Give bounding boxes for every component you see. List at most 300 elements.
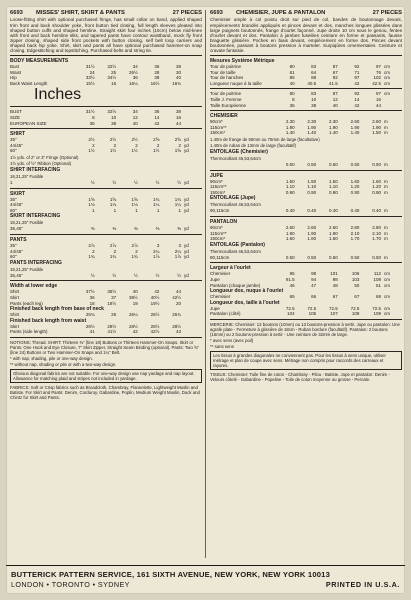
cell-value: ⅜ bbox=[90, 226, 95, 232]
cell-value: 16 bbox=[111, 80, 117, 86]
cell-value: 34½ bbox=[107, 75, 117, 81]
row-label: Shirt bbox=[10, 312, 20, 318]
cell-value: 1¼ bbox=[153, 202, 160, 208]
cell-value: 26 bbox=[111, 312, 117, 318]
cell-value: 1.40 bbox=[329, 130, 338, 136]
section-title: SKIRT INTERFACING bbox=[10, 213, 61, 220]
divider bbox=[10, 280, 202, 281]
cell-value: 26¾ bbox=[172, 312, 181, 318]
cell-value: 42 bbox=[354, 80, 360, 86]
section-subtitle: 18,21,25" Fusible bbox=[10, 220, 44, 226]
cell-value: 32½ bbox=[107, 64, 117, 70]
measure-table bbox=[210, 255, 402, 261]
tissus-text: TISSUS: Chemisier: Toile fine de coton - Chambray - Pilou - Batiste. Jupe et pantalon: Denim - Velours côtelé - Gabardine - Popeline - Toile de coton moyenne ou grosse - Percale. bbox=[210, 371, 390, 382]
cell-value: 37½ bbox=[85, 289, 95, 295]
table-row bbox=[210, 311, 402, 317]
cell-value: 1.90 bbox=[307, 230, 317, 236]
cell-value: 87 bbox=[332, 64, 338, 70]
row-label: 44/45" bbox=[10, 248, 23, 254]
cell-value: 1⅝ bbox=[88, 196, 95, 202]
nap-note-1: * with nap, shading, pile or one-way design. bbox=[10, 355, 93, 361]
cell-value: 10 bbox=[311, 97, 317, 103]
cell-value: 1⅞ bbox=[153, 254, 160, 260]
nap-note-1: * avec sens (avec poil) bbox=[210, 337, 254, 343]
cell-value: 0.90 bbox=[285, 189, 295, 195]
cell-value: 10 bbox=[111, 115, 117, 121]
section-title: BODY MEASUREMENTS bbox=[10, 58, 69, 65]
section-subtitle: 18,21,25" Fusible bbox=[10, 266, 44, 272]
row-unit: cm bbox=[384, 305, 390, 311]
ruban-note: 1.40m de ruban de 13mm de large (facultatif) bbox=[210, 143, 296, 148]
row-label: 150cm* bbox=[210, 236, 226, 242]
cell-value: 41.5 bbox=[329, 80, 338, 86]
cell-value: 36 bbox=[132, 75, 138, 81]
cell-value: 44 bbox=[375, 102, 381, 108]
row-label: 90cm* bbox=[210, 224, 223, 230]
cell-value: 92 bbox=[354, 91, 360, 97]
cell-value: 40 bbox=[175, 75, 181, 81]
cell-value: 1½ bbox=[109, 148, 117, 154]
row-unit: yd bbox=[184, 137, 189, 143]
row-unit: m bbox=[384, 162, 388, 167]
mercerie-text: MERCERIE: Chemisier: 13 boutons (10mm) ou 13 boutons-pression à sertir. Jupe ou pantalon: Une agrafe plate - Fermeture à glissière de 18cm - Ruban bordure (facultatif). Pantalon: 2 boutons (15mm) ou 2 boutons-pression à sertir - Une ceinture de 32mm de large. bbox=[210, 321, 400, 337]
cell-value: 12 bbox=[332, 97, 338, 103]
row-label: 90,115cm bbox=[210, 254, 230, 260]
row-unit: m bbox=[384, 130, 388, 136]
row-unit: cm bbox=[384, 282, 390, 288]
row-label: Pantalon (côté) bbox=[210, 311, 241, 317]
cell-value: 2½ bbox=[109, 137, 117, 143]
cell-value: 92 bbox=[332, 75, 338, 81]
cell-value: ½ bbox=[90, 180, 95, 185]
row-unit: cm bbox=[384, 64, 390, 70]
row-label: 35" bbox=[10, 137, 17, 143]
cell-value: 2 bbox=[92, 142, 95, 148]
cell-value: 1⅝ bbox=[174, 148, 181, 154]
section-title: Width at lower edge bbox=[10, 283, 58, 290]
cell-value: 103 bbox=[351, 276, 360, 282]
cell-value: 1⅛ bbox=[88, 202, 95, 208]
row-unit: m bbox=[384, 184, 388, 190]
cell-value: 38 bbox=[111, 120, 117, 126]
cell-value: 1.50 bbox=[307, 178, 317, 184]
row-unit: yd bbox=[184, 272, 189, 278]
cell-value: 12 bbox=[132, 115, 138, 121]
row-unit: cm bbox=[384, 80, 390, 86]
cell-value: 41½ bbox=[107, 329, 117, 335]
footer-row bbox=[6, 579, 405, 590]
cell-value: ⅜ bbox=[134, 226, 138, 232]
measure-table bbox=[10, 243, 202, 260]
row-label: EUROPEAN SIZE bbox=[10, 120, 47, 126]
row-unit: m bbox=[384, 230, 388, 236]
row-unit: m bbox=[384, 254, 388, 260]
cell-value: 1⅛ bbox=[109, 202, 117, 208]
cell-value: 1¼ bbox=[174, 202, 181, 208]
row-label: Taille J. Femme bbox=[210, 97, 242, 103]
measure-table bbox=[210, 271, 402, 288]
cell-value: 40 bbox=[132, 120, 138, 126]
cell-value: 1.90 bbox=[329, 230, 338, 236]
cell-value: 2.80 bbox=[350, 224, 360, 230]
pattern-number: 6693 bbox=[210, 10, 223, 16]
cell-value: 36 bbox=[154, 109, 160, 115]
cell-value: 107 bbox=[330, 311, 338, 317]
row-unit: cm bbox=[384, 294, 390, 300]
section-title: CHEMISIER bbox=[210, 113, 238, 120]
cell-value: 16 bbox=[175, 115, 181, 121]
cell-value: 2¼ bbox=[153, 248, 160, 254]
row-label: 35" bbox=[10, 242, 17, 248]
row-label: Jupe bbox=[210, 305, 220, 311]
row-unit: cm bbox=[384, 276, 390, 282]
cell-value: 34 bbox=[132, 64, 138, 70]
cell-value: 0.50 bbox=[372, 162, 381, 167]
cell-value: ½ bbox=[112, 272, 117, 278]
cell-value: 1.90 bbox=[350, 124, 360, 130]
cell-value: 26½ bbox=[129, 69, 138, 75]
cell-value: 26¼ bbox=[129, 312, 138, 318]
measure-table bbox=[10, 273, 202, 279]
frange-note: 1.40m de frange de 50mm ou 75mm de large (facultative) bbox=[210, 137, 320, 142]
cell-value: 102 bbox=[373, 75, 381, 81]
publisher-footer bbox=[6, 565, 405, 594]
cell-value: 16 bbox=[375, 97, 381, 103]
cell-value: 1½ bbox=[153, 148, 160, 154]
cell-value: 18 bbox=[89, 300, 95, 306]
cell-value: 1 bbox=[92, 207, 95, 213]
row-label: Pantalon (chaque jambe) bbox=[210, 282, 261, 288]
french-yardage-tables bbox=[210, 58, 402, 320]
cell-value: 65 bbox=[289, 294, 295, 300]
cell-value: 108 bbox=[351, 311, 360, 317]
cell-value: 32½ bbox=[107, 109, 117, 115]
row-label: SIZE bbox=[10, 115, 21, 121]
pattern-title: MISSES' SHIRT, SKIRT & PANTS bbox=[36, 10, 125, 16]
row-label: Longueur nuque à la taille bbox=[210, 80, 262, 86]
cell-value: 41 bbox=[89, 329, 95, 335]
cell-value: 112 bbox=[373, 271, 381, 277]
measure-table bbox=[210, 306, 402, 317]
measure-table bbox=[210, 179, 402, 196]
row-label: Chemisier bbox=[210, 294, 231, 300]
row-label: Back Waist Length bbox=[10, 80, 48, 86]
cell-value: 28½ bbox=[150, 323, 160, 329]
cell-value: 2 bbox=[92, 248, 95, 254]
row-unit: m bbox=[384, 189, 388, 195]
cell-value: 2½ bbox=[88, 137, 95, 143]
row-unit: cm bbox=[384, 91, 390, 97]
cell-value: 1⅞ bbox=[174, 254, 181, 260]
cell-value: 61 bbox=[289, 69, 295, 75]
divider bbox=[10, 55, 202, 56]
table-row bbox=[10, 180, 202, 186]
cell-value: 0.50 bbox=[329, 254, 338, 260]
row-label: 60" bbox=[10, 148, 17, 154]
row-label: Pants (each leg) bbox=[10, 300, 43, 306]
cell-value: 38 bbox=[175, 64, 181, 70]
cell-value: 67 bbox=[332, 69, 338, 75]
cell-value: 38 bbox=[311, 102, 317, 108]
cell-value: 0.90 bbox=[329, 189, 338, 195]
cell-value: 67 bbox=[332, 294, 338, 300]
cell-value: ½ bbox=[90, 272, 95, 278]
publisher-address: BUTTERICK PATTERN SERVICE, 161 SIXTH AVENUE, NEW YORK, NEW YORK 10013 bbox=[11, 570, 331, 579]
cell-value: 1.90 bbox=[372, 124, 381, 130]
cell-value: 42 bbox=[132, 329, 138, 335]
cell-value: 1.20 bbox=[372, 184, 381, 190]
cell-value: 16½ bbox=[150, 80, 160, 86]
cell-value: 2 bbox=[113, 142, 117, 148]
cell-value: 2 bbox=[178, 142, 181, 148]
english-header bbox=[10, 10, 202, 16]
cell-value: 2¼ bbox=[174, 248, 181, 254]
fabrics-text: FABRICS: Soft or Crisp fabrics such as Broadcloth, Chambray, Flannelette, Lightweight Muslin and Batiste. For Skirt and Pants: Denim, Corduroy, Gabardine, Poplin, Medium Weight Muslin, Duck and Chintz for Skirt and Pants. bbox=[10, 384, 200, 400]
cell-value: 2 bbox=[156, 142, 160, 148]
cell-value: 18½ bbox=[107, 300, 117, 306]
cell-value: 1.20 bbox=[350, 184, 360, 190]
row-label: Shirt bbox=[10, 289, 20, 295]
table-row bbox=[210, 130, 402, 136]
divider bbox=[210, 55, 402, 56]
cell-value: 1 bbox=[178, 207, 181, 213]
row-unit bbox=[382, 103, 402, 109]
cell-value: 91.5 bbox=[285, 276, 295, 282]
cell-value: 1½ bbox=[131, 148, 138, 154]
table-row bbox=[210, 103, 402, 109]
cell-value: 95 bbox=[289, 271, 295, 277]
row-label: 115cm** bbox=[210, 124, 227, 130]
section-title: SHIRT bbox=[10, 131, 25, 138]
row-unit: cm bbox=[384, 69, 390, 75]
table-row bbox=[210, 255, 402, 261]
cell-value: 2½ bbox=[131, 137, 138, 143]
cell-value: 19 bbox=[132, 300, 138, 306]
measure-table bbox=[10, 137, 202, 154]
row-label: Jupe bbox=[210, 276, 220, 282]
cell-value: 42.5 bbox=[372, 80, 381, 86]
cell-value: 1½ bbox=[88, 148, 95, 154]
row-label: 115cm** bbox=[210, 184, 227, 190]
cell-value: 0.90 bbox=[372, 189, 381, 195]
cell-value: 0.50 bbox=[307, 162, 317, 167]
cell-value: 68 bbox=[375, 294, 381, 300]
cell-value: ½ bbox=[134, 180, 138, 185]
cell-value: ½ bbox=[112, 180, 117, 185]
cell-value: 42½ bbox=[150, 329, 160, 335]
pattern-number: 6693 bbox=[10, 10, 23, 16]
cell-value: 0.90 bbox=[307, 189, 317, 195]
cell-value: 14 bbox=[354, 97, 360, 103]
cell-value: 2⅝ bbox=[174, 137, 181, 143]
cell-value: 106 bbox=[351, 271, 360, 277]
row-label: 60" bbox=[10, 254, 17, 260]
cell-value: 1 bbox=[156, 207, 160, 213]
section-subtitle: Thermocollant 46,53,64cm bbox=[210, 202, 261, 208]
row-label: Tour de poitrine bbox=[210, 64, 242, 70]
cell-value: 25¾ bbox=[85, 312, 95, 318]
row-label: Tour de poitrine bbox=[210, 91, 242, 97]
row-unit: m bbox=[384, 119, 388, 125]
cell-value: 1.90 bbox=[285, 124, 295, 130]
row-label: Tour de taille bbox=[210, 69, 236, 75]
cell-value: 1¾ bbox=[109, 254, 117, 260]
section-title: PANTS INTERFACING bbox=[10, 259, 62, 266]
cell-value: 1.90 bbox=[329, 124, 338, 130]
table-row bbox=[210, 81, 402, 87]
cell-value: 46 bbox=[289, 282, 295, 288]
cell-value: 83 bbox=[311, 91, 317, 97]
printed-in-text: PRINTED IN U.S.A. bbox=[325, 580, 400, 589]
cell-value: 36 bbox=[89, 120, 95, 126]
cell-value: 2⅝ bbox=[153, 137, 160, 143]
fringe-note: 1½ yds. of 2" or 3" Fringe (Optional) bbox=[10, 155, 79, 160]
measure-table bbox=[210, 162, 402, 168]
cell-value: 1.40 bbox=[307, 130, 317, 136]
cell-value: 0.40 bbox=[285, 208, 295, 214]
cell-value: ½ bbox=[177, 180, 181, 185]
cell-value: 105 bbox=[308, 311, 317, 317]
row-label: 1 bbox=[10, 180, 13, 185]
cell-value: ½ bbox=[155, 272, 160, 278]
cell-value: 98 bbox=[311, 271, 317, 277]
cell-value: 42 bbox=[154, 120, 160, 126]
table-row bbox=[10, 273, 202, 279]
cell-value: 36 bbox=[89, 294, 95, 300]
cell-value: 1¾ bbox=[174, 196, 181, 202]
cell-value: 85 bbox=[289, 75, 295, 81]
cell-value: ½ bbox=[155, 180, 160, 185]
row-unit: cm bbox=[384, 271, 390, 277]
row-unit bbox=[182, 121, 202, 127]
row-unit: m bbox=[384, 236, 388, 242]
cell-value: 1.60 bbox=[372, 178, 381, 184]
section-title: Longueur dos, taille à l'ourlet bbox=[210, 299, 280, 306]
cell-value: 101 bbox=[330, 271, 338, 277]
measure-table bbox=[210, 64, 402, 86]
cell-value: ⅜ bbox=[177, 226, 181, 232]
cell-value: 97 bbox=[375, 91, 381, 97]
cell-value: 1.70 bbox=[372, 236, 381, 242]
cell-value: 80 bbox=[289, 64, 295, 70]
cell-value: 0.40 bbox=[372, 208, 381, 214]
divider bbox=[10, 106, 202, 107]
cell-value: 1⅝ bbox=[131, 196, 138, 202]
cell-value: 104 bbox=[287, 311, 295, 317]
cell-value: 28 bbox=[154, 69, 160, 75]
cell-value: 2.30 bbox=[329, 119, 338, 125]
cell-value: 0.50 bbox=[350, 162, 360, 167]
cell-value: 28½ bbox=[172, 323, 181, 329]
cell-value: 1⅛ bbox=[131, 202, 138, 208]
cell-value: 0.90 bbox=[350, 189, 360, 195]
measure-table bbox=[10, 109, 202, 126]
cell-value: 1¾ bbox=[88, 254, 95, 260]
row-unit: yd bbox=[184, 180, 189, 185]
cell-value: 8 bbox=[292, 97, 295, 103]
row-unit: yd bbox=[184, 142, 189, 148]
measure-table bbox=[10, 289, 202, 306]
cities-text: LONDON • TORONTO • SYDNEY bbox=[11, 580, 130, 589]
cell-value: 0.50 bbox=[350, 254, 360, 260]
plaid-note: Obvious diagonal fabrics are not suitable. For one-way design use nap yardage and nap layout. Allowance for matching plaid and stripes not included in yardage. bbox=[10, 369, 202, 383]
row-label: Chemisier bbox=[210, 271, 231, 277]
section-title: ENTOILAGE (Pantalon) bbox=[210, 241, 265, 248]
row-label: 44/45" bbox=[10, 202, 23, 208]
cell-value: 1.60 bbox=[350, 178, 360, 184]
row-unit: m bbox=[384, 178, 388, 184]
row-unit: yd bbox=[184, 248, 189, 254]
cell-value: 1.50 bbox=[372, 130, 381, 136]
cell-value: 1.70 bbox=[350, 236, 360, 242]
section-title: Mesures Système Métrique bbox=[210, 58, 275, 65]
cell-value: 34 bbox=[132, 109, 138, 115]
cell-value: 40.5 bbox=[307, 80, 317, 86]
row-unit: yd bbox=[184, 207, 189, 213]
cell-value: 71 bbox=[354, 69, 360, 75]
cell-value: 72.5 bbox=[350, 305, 360, 311]
cell-value: 1.90 bbox=[285, 230, 295, 236]
cell-value: 51 bbox=[375, 282, 381, 288]
row-label: 35" bbox=[10, 196, 17, 202]
cell-value: 15½ bbox=[85, 80, 95, 86]
cell-value: 36 bbox=[154, 64, 160, 70]
measure-table bbox=[10, 226, 202, 232]
cell-value: 42 bbox=[354, 102, 360, 108]
cell-value: 0.50 bbox=[307, 254, 317, 260]
cell-value: 30 bbox=[175, 69, 181, 75]
cell-value: 0.50 bbox=[285, 254, 295, 260]
row-label bbox=[210, 162, 274, 168]
cell-value: 2.60 bbox=[285, 224, 295, 230]
row-label: 150cm* bbox=[210, 130, 226, 136]
measure-table bbox=[10, 64, 202, 86]
cell-value: 76 bbox=[375, 69, 381, 75]
cell-value: 1.40 bbox=[350, 130, 360, 136]
cell-value: 1.60 bbox=[285, 236, 295, 242]
table-row bbox=[10, 226, 202, 232]
table-row bbox=[210, 208, 402, 214]
cell-value: 2.10 bbox=[372, 230, 381, 236]
cell-value: 109 bbox=[373, 311, 381, 317]
cell-value: 26½ bbox=[150, 312, 160, 318]
row-unit: yd bbox=[184, 202, 189, 208]
divider bbox=[210, 262, 402, 263]
cell-value: ½ bbox=[177, 272, 181, 278]
cell-value: ⅜ bbox=[155, 226, 160, 232]
measure-table bbox=[210, 225, 402, 242]
cell-value: 8 bbox=[92, 115, 95, 121]
row-label: Skirt bbox=[10, 294, 19, 300]
cell-value: 28½ bbox=[107, 323, 117, 329]
cell-value: 64 bbox=[311, 69, 317, 75]
column-divider bbox=[205, 10, 206, 558]
divider bbox=[10, 128, 202, 129]
cell-value: 2.30 bbox=[285, 119, 295, 125]
cell-value: 97 bbox=[375, 64, 381, 70]
section-title: Longueur dos, nuque à l'ourlet bbox=[210, 288, 284, 295]
divider bbox=[10, 188, 202, 189]
cell-value: 108 bbox=[373, 276, 381, 282]
section-title: Finished back length from waist bbox=[10, 317, 87, 324]
section-title: JUPE bbox=[210, 172, 224, 179]
row-unit bbox=[182, 81, 202, 87]
cell-value: 1 bbox=[113, 207, 117, 213]
cell-value: 0.50 bbox=[329, 162, 338, 167]
cell-value: 72.5 bbox=[307, 305, 317, 311]
cell-value: 2.30 bbox=[307, 119, 317, 125]
cell-value: 1.60 bbox=[307, 236, 317, 242]
